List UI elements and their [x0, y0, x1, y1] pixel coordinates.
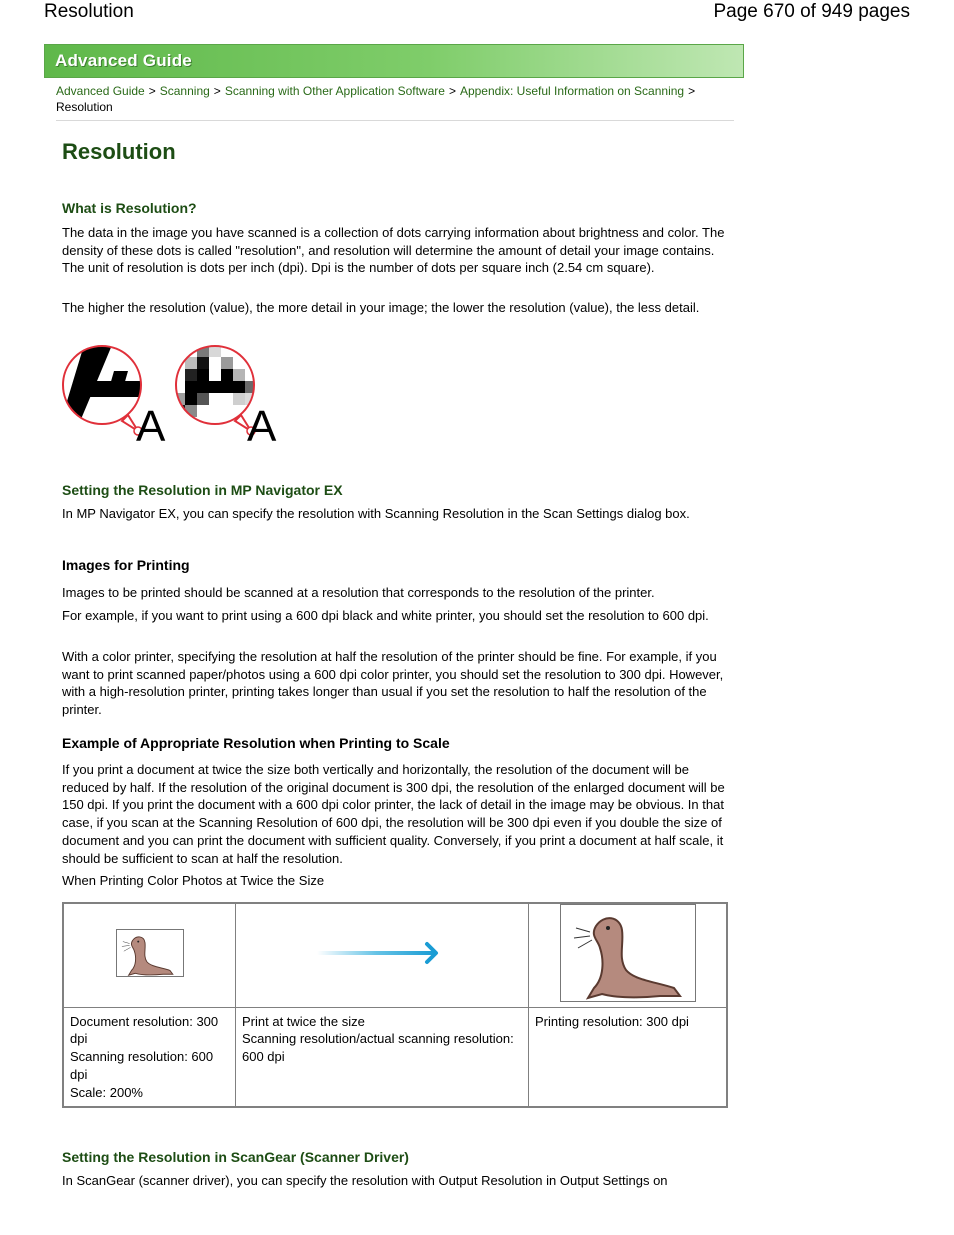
breadcrumb-link-advanced-guide[interactable]: Advanced Guide: [56, 84, 145, 98]
illustration-letter: A: [136, 402, 166, 445]
table-row: [63, 903, 727, 1007]
seal-small-image: [116, 929, 184, 977]
table-cell-arrow: [236, 903, 529, 1007]
paragraph: In ScanGear (scanner driver), you can specify the resolution with Output Resolution in Output Settings on: [62, 1173, 668, 1188]
advanced-guide-banner: [44, 44, 744, 78]
section-heading-what-is-resolution: What is Resolution?: [62, 200, 197, 216]
table-cell-printed-image: [529, 903, 728, 1007]
cell-line: Scanning resolution/actual scanning resolution: 600 dpi: [242, 1031, 514, 1065]
scale-example-table: [62, 902, 728, 1108]
table-cell-printing-info: [529, 1007, 728, 1107]
main-content: [62, 130, 730, 1188]
cell-line: Print at twice the size: [242, 1013, 365, 1029]
breadcrumb-separator: >: [148, 84, 156, 98]
breadcrumb-link-scanning[interactable]: Scanning: [159, 84, 210, 98]
table-cell-original-image: [63, 903, 236, 1007]
high-resolution-sample: [62, 345, 166, 445]
banner-label: Advanced Guide: [55, 51, 192, 70]
breadcrumb-link-appendix[interactable]: Appendix: Useful Information on Scanning: [459, 84, 685, 98]
cell-line: Document resolution: 300 dpi: [70, 1013, 219, 1047]
table-cell-print-info: [236, 1007, 529, 1107]
breadcrumb-separator: >: [213, 84, 221, 98]
section-heading-example: Example of Appropriate Resolution when Printing to Scale: [62, 735, 450, 751]
breadcrumb-separator: >: [688, 84, 696, 98]
paragraph: In MP Navigator EX, you can specify the resolution with Scanning Resolution in the Scan Settings dialog box.: [62, 506, 690, 521]
cell-line: Scale: 200%: [70, 1084, 143, 1100]
paragraph: The higher the resolution (value), the more detail in your image; the lower the resolution (value), the less detail.: [62, 300, 700, 315]
document-title: Resolution: [44, 1, 134, 22]
cell-line: Printing resolution: 300 dpi: [535, 1013, 689, 1029]
arrow-right-icon: [317, 941, 447, 965]
seal-large-image: [560, 904, 696, 1002]
paragraph: For example, if you want to print using a 600 dpi black and white printer, you should set the resolution to 600 dpi.: [62, 608, 709, 623]
table-caption: When Printing Color Photos at Twice the Size: [62, 873, 325, 888]
section-heading-scangear: Setting the Resolution in ScanGear (Scanner Driver): [62, 1149, 409, 1165]
page-header: [0, 0, 954, 30]
page-counter: Page 670 of 949 pages: [713, 1, 910, 22]
section-heading-images-for-printing: Images for Printing: [62, 557, 190, 573]
breadcrumb-link-other-software[interactable]: Scanning with Other Application Software: [224, 84, 445, 98]
resolution-illustration: [62, 345, 302, 445]
breadcrumb-separator: >: [448, 84, 456, 98]
table-row: [63, 1007, 727, 1107]
illustration-letter: A: [247, 402, 277, 445]
paragraph: Images to be printed should be scanned at a resolution that corresponds to the resolution of the printer.: [62, 585, 655, 600]
table-cell-original-info: [63, 1007, 236, 1107]
breadcrumb-current: Resolution: [56, 100, 113, 114]
low-resolution-sample: [161, 345, 277, 445]
paragraph: The data in the image you have scanned is a collection of dots carrying information about brightness and color. The density of these dots is called "resolution", and resolution will determine the amount of detail your image contains. The unit of resolution is dots per inch (dpi). Dpi is the number of dots per square inch (2.54 cm square).: [62, 225, 725, 276]
breadcrumb-divider: [56, 120, 734, 121]
page-title: Resolution: [62, 139, 176, 164]
breadcrumb: [56, 83, 736, 115]
paragraph: With a color printer, specifying the resolution at half the resolution of the printer should be fine. For example, if you want to print scanned paper/photos using a 600 dpi color printer, you should set the resolution to 300 dpi. However, with a high-resolution printer, printing takes longer than usual if you set the resolution to half the resolution of the printer.: [62, 649, 724, 718]
cell-line: Scanning resolution: 600 dpi: [70, 1049, 214, 1082]
section-heading-mp-navigator: Setting the Resolution in MP Navigator EX: [62, 482, 343, 498]
paragraph: If you print a document at twice the size both vertically and horizontally, the resolution of the document will be reduced by half. If the resolution of the original document is 300 dpi, the resolution of the enlarged document will be 150 dpi. If you print the document with a 600 dpi color printer, the lack of detail in the image may be obvious. In that case, if you scan at the Scanning Resolution of 600 dpi, the resolution will be 300 dpi even if you double the size of document and you can print the document with sufficient quality. Conversely, if you print a document at half scale, it should be sufficient to scan at half the resolution.: [62, 762, 725, 866]
